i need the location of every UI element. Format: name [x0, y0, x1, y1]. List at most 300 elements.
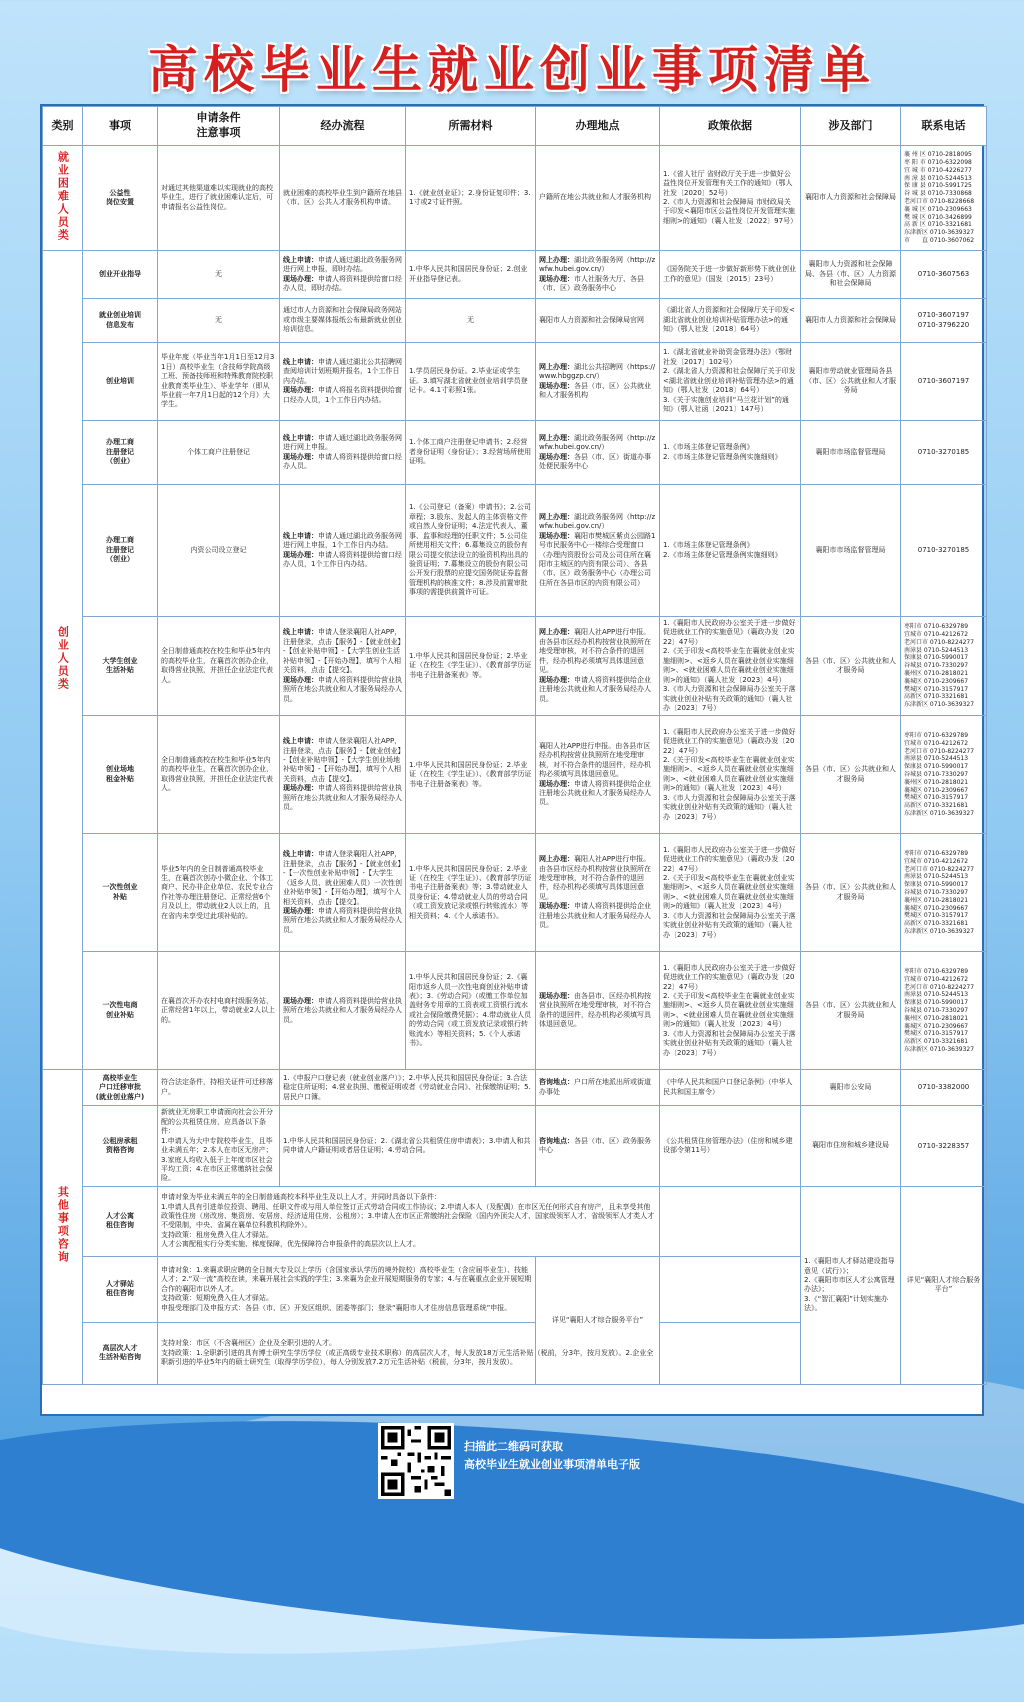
county-phone: 樊城区 0710-3157917 — [904, 1030, 969, 1038]
phone-text: 0710-3228357 — [917, 1141, 970, 1150]
col-header-conditions: 申请条件 注意事项 — [158, 107, 280, 146]
item-cell — [83, 421, 158, 485]
item-name: 公益性 岗位安置 — [106, 188, 134, 206]
process-online — [283, 434, 402, 453]
policy-text: 1.《市场主体登记管理条例》 2.《市场主体登记管理条例实施细则》 — [663, 541, 782, 559]
location-onsite-label: 现场办理： — [539, 452, 574, 461]
county-phone: 高新区 0710-3321681 — [904, 693, 969, 701]
process-online — [283, 628, 402, 675]
materials-text: 1.学员居民身份证。2.毕业证或学生证。3.填写湖北省就业创业培训学员登记卡。4.1寸彩照1张。 — [409, 367, 528, 395]
location-online — [539, 256, 656, 275]
policy-text: 《中华人民共和国户口登记条例》（中华人民共和国主席令） — [663, 1078, 793, 1096]
county-phone: 东津新区 0710-3639327 — [904, 809, 975, 817]
location-onsite — [539, 453, 656, 472]
phone-cell — [901, 343, 987, 421]
conditions-cell — [158, 299, 280, 343]
table-row — [43, 1186, 987, 1256]
location-online-label: 网上办理： — [539, 255, 574, 264]
location-onsite-label: 现场办理： — [539, 381, 574, 390]
location-onsite-label: 现场办理： — [539, 992, 574, 1000]
department-text: 襄阳市人力资源和社会保障局 — [805, 315, 896, 324]
county-phone: 老河口市 0710-8224277 — [904, 638, 975, 646]
item-cell — [83, 716, 158, 834]
county-phone: 高新区 0710-3321681 — [904, 1038, 969, 1046]
location-cell — [536, 485, 660, 617]
conditions-text: 毕业年度（毕业当年1月1日至12月31日）高校毕业生（含技师学院高级工班、预备技师班和特殊教育院校职业教育类毕业生）、毕业学年（即从毕业前一年7月1日起的12个月）大学生。 — [161, 353, 275, 409]
table-row — [43, 716, 987, 834]
county-phone: 东津新区 0710-3639327 — [904, 1045, 975, 1053]
policy-cell — [660, 952, 801, 1070]
col-header-category: 类别 — [43, 107, 83, 146]
county-phone: 东津新区 0710-3639327 — [904, 701, 975, 709]
header-row — [43, 107, 987, 146]
materials-cell — [406, 146, 536, 251]
policy-text: 《公共租赁住房管理办法》（住房和城乡建设部令第11号） — [663, 1136, 793, 1155]
phone-text: 0710-3270185 — [917, 447, 970, 456]
materials-text: 1.中华人民共和国居民身份证；2.毕业证（在校生《学生证》）、《教育部学历证书电子注册备案表》等。 — [409, 652, 532, 679]
table-row — [43, 834, 987, 952]
materials-text: 1.《申报户口登记表（就业创业落户）》；2.中华人民共和国居民身份证；3.合法稳定住所证明；4.营业执照、缴税证明或者《劳动就业合同》、社保缴纳证明；5.居民户口簿。 — [283, 1073, 531, 1101]
location-onsite-text: 各县（市、区）街道办事处便民服务中心 — [539, 452, 651, 470]
location-cell — [536, 146, 660, 251]
process-cell — [280, 146, 406, 251]
process-online — [283, 256, 402, 275]
process-onsite-text: 申请人将资料提供给营业执照所在地公共就业和人才服务局经办人员。 — [283, 784, 402, 812]
phone-cell — [901, 716, 987, 834]
county-phone: 高新区 0710-3321681 — [904, 920, 969, 928]
phone-cell — [901, 1070, 987, 1106]
materials-cell — [406, 617, 536, 716]
item-cell — [83, 343, 158, 421]
location-onsite — [539, 992, 656, 1030]
policy-cell — [660, 485, 801, 617]
location-online — [539, 628, 656, 675]
materials-text: 1.中华人民共和国居民身份证；2.创业开业指导登记表。 — [409, 265, 528, 283]
page-title: 高校毕业生就业创业事项清单 — [148, 41, 876, 99]
process-onsite-text: 申请人将资料提供给营业执照所在地公共就业和人才服务局经办人员。 — [283, 907, 402, 934]
item-name: 人才公寓 租住咨询 — [106, 1211, 134, 1230]
department-text: 襄阳市劳动就业管理局各县（市、区）公共就业和人才服务局 — [805, 367, 896, 395]
county-phone: 保康县 0710-5990017 — [904, 999, 969, 1007]
item-cell — [83, 1106, 158, 1187]
county-phone: 枣 阳 市 0710-6322098 — [904, 159, 972, 167]
conditions-cell — [158, 251, 280, 299]
table-row — [43, 146, 987, 251]
department-cell — [801, 1070, 901, 1106]
process-cell — [280, 343, 406, 421]
materials-text: 1.《公司登记（备案）申请书》；2.公司章程；3.股东、发起人的主体资格文件或自然人身份证明；4.法定代表人、董事、监事和经理的任职文件；5.公司住所使用相关文件；6.募集设立的股份有限公司提交依法设立的验资机构出具的验资证明；7.募集设立的股份有限公司公开发行股票的应提交国务院证券监督管理机构的核准文件；8.涉及前置审批事项的需提供前置许可证。 — [409, 503, 531, 597]
item-cell — [83, 834, 158, 952]
col-header-location: 办理地点 — [536, 107, 660, 146]
county-phone: 南 漳 县 0710-5244513 — [904, 174, 972, 182]
process-onsite-label: 现场办理： — [283, 675, 318, 684]
policy-cell — [660, 1070, 801, 1106]
location-cell — [536, 716, 660, 834]
category-label: 创业人员类 — [56, 625, 70, 691]
location-onsite-text: 由各县市、区经办机构按营业执照所在地受理审核，对不符合条件的退回件，经办机构必须填写具体退回意见。 — [539, 992, 651, 1029]
table-row — [43, 617, 987, 716]
qr-code — [378, 1423, 454, 1499]
process-onsite — [283, 453, 402, 472]
materials-text: 1.中华人民共和国居民身份证；2.《湖北省公共租赁住房申请表》；3.申请人和共同申请人户籍证明或者居住证明；4.劳动合同。 — [283, 1136, 531, 1155]
county-phone: 保 康 县 0710-5991725 — [904, 182, 972, 190]
process-cell — [280, 834, 406, 952]
conditions-cell — [158, 952, 280, 1070]
policy-cell — [660, 299, 801, 343]
conditions-text: 对通过其他渠道难以实现就业的高校毕业生，进行了就业困难认定后，可申请报名公益性岗位。 — [161, 183, 273, 211]
county-phone: 襄 州 区 0710-2818095 — [904, 151, 972, 159]
process-onsite — [283, 386, 402, 405]
col-header-item: 事项 — [83, 107, 158, 146]
item-name: 大学生创业 生活补贴 — [102, 656, 138, 675]
location-onsite — [539, 532, 656, 589]
department-cell — [801, 251, 901, 299]
policy-text: 1.《湖北省就业补助资金管理办法》（鄂财社发〔2017〕102号） 2.《湖北省人力资源和社会保障厅关于印发<湖北省就业创业培训补贴管理办法>的通知》（鄂人社发〔2018〕64号） 3.《关于实施创业培训“马兰花计划”的通知》（鄂人社函〔2021〕147号） — [663, 348, 796, 414]
county-phone: 枣阳市 0710-6329789 — [904, 967, 969, 975]
county-phone: 樊城区 0710-3157917 — [904, 912, 969, 920]
process-online — [283, 737, 402, 784]
county-phone: 襄州区 0710-2818021 — [904, 670, 969, 678]
conditions-text: 全日制普通高校在校生和毕业5年内的高校毕业生，在襄首次创办企业，取得营业执照，并担任企业法定代表人。 — [161, 647, 273, 684]
conditions-text: 符合法定条件，持相关证件可迁移落户。 — [161, 1078, 273, 1096]
item-name: 办理工商 注册登记 （创业） — [106, 438, 134, 466]
process-online-text: 申请人登录襄阳人社APP，注册登录，点击【服务】-【就业创业】-【创业补贴申领】-【大学生创业生活补贴申领】-【开始办理】，填写个人相关资料，点击【提交】。 — [283, 628, 402, 675]
policy-cell — [660, 343, 801, 421]
location-onsite-text: 市人社服务大厅、各县（市、区）政务服务中心 — [539, 274, 644, 292]
location-cell — [536, 1070, 660, 1106]
policy-text: 1.《襄阳市人民政府办公室关于进一步做好促进就业工作的实施意见》（襄政办发〔2022〕47号） 2.《关于印发<高校毕业生在襄就业创业实施细则>、<返乡人员在襄就业创业实施细则>、<就业困难人员在襄就业创业实施细则>的通知》（襄人社发〔2023〕4号） 3.《市人力资源和社会保障局办公室关于落实就业创业补贴有关政策的通知》（襄人社办〔2023〕7号） — [663, 845, 796, 939]
process-online-text: 申请人通过湖北政务服务网进行网上申报，即时办结。 — [283, 255, 402, 274]
county-phone: 樊城区 0710-3157917 — [904, 794, 969, 802]
process-onsite-text: 申请人将资料提供给窗口经办人员，1个工作日内办结。 — [283, 550, 402, 568]
process-online-label: 线上申请： — [283, 850, 318, 859]
table-row — [43, 343, 987, 421]
county-phone: 高新区 0710-3321681 — [904, 802, 969, 810]
department-cell — [801, 617, 901, 716]
item-name: 高层次人才 生活补贴咨询 — [99, 1343, 141, 1362]
conditions-text: 个体工商户注册登记 — [187, 447, 250, 456]
item-cell — [83, 617, 158, 716]
materials-cell — [406, 952, 536, 1070]
county-phone: 枣阳市 0710-6329789 — [904, 731, 969, 739]
county-phone: 东津新区 0710-3639327 — [904, 927, 975, 935]
county-phone: 枣阳市 0710-6329789 — [904, 623, 969, 631]
process-onsite — [283, 676, 402, 704]
conditions-cell — [158, 716, 280, 834]
county-phone: 老河口市 0710-8224277 — [904, 983, 975, 991]
item-cell — [83, 1070, 158, 1106]
conditions-text: 无 — [215, 315, 222, 324]
conditions-cell — [158, 421, 280, 485]
item-cell — [83, 485, 158, 617]
conditions-cell — [158, 485, 280, 617]
county-phone: 谷 城 县 0710-7330868 — [904, 190, 972, 198]
table-row — [43, 299, 987, 343]
process-onsite-label: 现场办理： — [283, 907, 318, 916]
location-onsite-text: 申请人将资料提供给企业注册地公共就业和人才服务局经办人员。 — [539, 779, 651, 807]
process-onsite — [283, 997, 402, 1025]
materials-cell — [280, 1070, 536, 1106]
location-cell — [536, 343, 660, 421]
county-phone: 襄州区 0710-2818021 — [904, 1014, 969, 1022]
location-online-text: 襄阳人社APP进行申报。由各县市区经办机构按营业执照所在地受理审核，对不符合条件的退回件，经办机构必须填写具体退回意见。 — [539, 855, 651, 901]
materials-cell — [406, 299, 536, 343]
process-onsite-text: 申请人将资料提供给营业执照所在地公共就业和人才服务局经办人员。 — [283, 996, 402, 1024]
department-text: 襄阳市公安局 — [829, 1083, 872, 1092]
location-onsite — [539, 780, 656, 808]
materials-text: 1.中华人民共和国居民身份证；2.毕业证（在校生《学生证》）、《教育部学历证书电子注册备案表》等；3.带动就业人员身份证；4.带动就业人员的劳动合同（或工资发放记录或银行转账流水）等相关资料；4.《个人承诺书》。 — [409, 864, 532, 920]
materials-text: 1.个体工商户注册登记申请书；2.经营者身份证明（身份证）；3.经营场所使用证明。 — [409, 438, 532, 466]
county-phone: 谷城县 0710-7330297 — [904, 662, 969, 670]
policy-cell — [660, 617, 801, 716]
item-name: 人才驿站 租住咨询 — [106, 1279, 134, 1298]
county-phone: 宜城市 0710-4212672 — [904, 975, 969, 983]
location-onsite — [539, 902, 656, 930]
col-header-process: 经办流程 — [280, 107, 406, 146]
policy-cell — [660, 1106, 801, 1187]
location-onsite — [539, 676, 656, 704]
process-onsite-text: 申请人将报名资料提供给窗口经办人员，1个工作日内办结。 — [283, 386, 402, 404]
process-online — [283, 850, 402, 907]
table-row — [43, 251, 987, 299]
conditions-text: 无 — [215, 269, 222, 278]
location-online-text: 湖北政务服务网（http://zwfw.hubei.gov.cn/） — [539, 512, 656, 531]
location-onsite — [539, 275, 656, 294]
location-onsite-label: 现场办理： — [539, 531, 574, 540]
process-online-text: 申请人登录襄阳人社APP，注册登录，点击【服务】-【就业创业】-【创业补贴申领】-【大学生创业场地补贴申领】-【开始办理】，填写个人相关资料，点击【提交】。 — [283, 737, 402, 783]
policy-text: 1.《襄阳市人民政府办公室关于进一步做好促进就业工作的实施意见》（襄政办发〔2022〕47号） 2.《关于印发<高校毕业生在襄就业创业实施细则>、<返乡人员在襄就业创业实施细则>、<就业困难人员在襄就业创业实施细则>的通知》（襄人社发〔2023〕4号） 3.《市人力资源和社会保障局办公室关于落实就业创业补贴有关政策的通知》（襄人社办〔2023〕7号） — [663, 963, 796, 1057]
location-online — [539, 363, 656, 382]
process-cell — [280, 716, 406, 834]
department-text: 各县（市、区）公共就业和人才服务局 — [805, 883, 896, 901]
conditions-text: 在襄首次开办农村电商村级服务站，正常经营1年以上，带动就业2人以上的。 — [161, 996, 275, 1024]
county-phone: 保康县 0710-5990017 — [904, 654, 969, 662]
table-row — [43, 952, 987, 1070]
county-phone: 樊城区 0710-3157917 — [904, 685, 969, 693]
county-phone: 襄城区 0710-2309667 — [904, 904, 969, 912]
col-header-materials: 所需材料 — [406, 107, 536, 146]
department-cell — [901, 1186, 987, 1384]
conditions-cell — [158, 617, 280, 716]
conditions-cell — [158, 834, 280, 952]
department-cell — [801, 421, 901, 485]
location-online-label: 网上办理： — [539, 628, 574, 637]
process-online — [283, 532, 402, 551]
table-row — [43, 1070, 987, 1106]
process-online — [283, 358, 402, 386]
process-cell — [280, 617, 406, 716]
materials-cell — [406, 343, 536, 421]
process-online-text: 申请人登录襄阳人社APP，注册登录，点击【服务】-【就业创业】-【一次性创业补贴申领】-【大学生（返乡人员、就业困难人员）一次性创业补贴申领】-【开始办理】，填写个人相关资料，点击【提交】。 — [283, 850, 402, 906]
materials-text: 1.《就业创业证》；2.身份证复印件；3.1寸或2寸证件照。 — [409, 188, 531, 206]
phone-text: 0710-3607563 — [917, 269, 970, 278]
process-text: 通过市人力资源和社会保障局政务网站或市级主要媒体报纸公布最新就业创业培训信息。 — [283, 306, 402, 334]
process-onsite-label: 现场办理： — [283, 274, 318, 283]
item-name: 办理工商 注册登记 （创业） — [106, 536, 134, 564]
conditions-cell — [158, 1256, 536, 1322]
policy-text: 《国务院关于进一步做好新形势下就业创业工作的意见》（国发〔2015〕23号） — [663, 265, 796, 283]
county-phone: 襄州区 0710-2818021 — [904, 778, 969, 786]
conditions-text: 申请对象：1.来襄求职应聘的全日制大专及以上学历（含国家承认学历的境外院校）高校毕业生（含应届毕业生）、技能人才；2.“双一流”高校在读，来襄开展社会实践的学生；3.来襄为企业开展短期服务的专家；4.与在襄重点企业开展短期合作的襄阳市以外人才。 支持政策：短期免费入住人才驿站。 申报受理部门及申报方式：各县（市、区）开发区组织、团委等部门；登录“襄阳市人才住房信息管理系统”申报。 — [161, 1265, 532, 1312]
process-onsite — [283, 551, 402, 570]
category-cell — [43, 1070, 83, 1385]
item-cell — [83, 146, 158, 251]
location-online-label: 网上办理： — [539, 512, 574, 521]
process-text: 就业困难的高校毕业生到户籍所在地县（市、区）公共人才服务机构申请。 — [283, 188, 402, 206]
location-onsite-text: 各县（市、区）公共就业和人才服务机构 — [539, 381, 651, 399]
location-online-text: 湖北政务服务网（http://zwfw.hubei.gov.cn/） — [539, 433, 656, 452]
location-online-label: 咨询地点： — [539, 1078, 574, 1087]
location-online-text: 湖北政务服务网（http://zwfw.hubei.gov.cn/） — [539, 255, 656, 274]
department-text: 各县（市、区）公共就业和人才服务局 — [805, 656, 896, 675]
county-phone: 高 新 区 0710-3321681 — [904, 221, 972, 229]
location-online-text: 各县（市、区）政务服务中心 — [539, 1136, 651, 1155]
phone-cell — [901, 146, 987, 251]
item-cell — [83, 1322, 158, 1384]
department-text: 各县（市、区）公共就业和人才服务局 — [805, 765, 896, 783]
department-cell — [801, 834, 901, 952]
conditions-text: 新就业无房职工申请面向社会公开分配的公共租赁住房，应具备以下条件： 1.申请人为大中专院校毕业生，且毕业未满五年；2.本人在市区无房产；3.家庭人均收入低于上年度市区社会平均工资；4.在市区正常缴纳社会保险。 — [161, 1108, 273, 1183]
department-text: 各县（市、区）公共就业和人才服务局 — [805, 1001, 896, 1019]
process-onsite-label: 现场办理： — [283, 452, 318, 461]
county-phone: 东津新区 0710-3639327 — [904, 229, 975, 237]
location-online — [539, 742, 656, 780]
qr-caption-line1: 扫描此二维码可获取 — [464, 1440, 563, 1453]
process-cell — [280, 952, 406, 1070]
county-phone: 宜 城 市 0710-4226277 — [904, 166, 972, 174]
location-online — [539, 513, 656, 532]
col-header-phone: 联系电话 — [901, 107, 987, 146]
item-name: 创业场地 租金补贴 — [106, 765, 134, 783]
materials-cell — [406, 485, 536, 617]
item-name: 创业培训 — [106, 376, 134, 385]
location-onsite-label: 现场办理： — [539, 274, 574, 283]
department-cell — [801, 299, 901, 343]
phone-cell — [901, 251, 987, 299]
county-phone: 襄城区 0710-2309667 — [904, 786, 969, 794]
department-cell — [801, 1106, 901, 1187]
phone-cell — [901, 952, 987, 1070]
phone-cell — [901, 834, 987, 952]
conditions-cell — [158, 343, 280, 421]
phone-cell — [901, 617, 987, 716]
phone-cell — [901, 1106, 987, 1187]
process-online-label: 线上申请： — [283, 433, 318, 442]
department-cell — [801, 146, 901, 251]
item-name: 就业创业培训 信息发布 — [99, 311, 141, 329]
process-onsite-label: 现场办理： — [283, 784, 318, 793]
location-online-text: 户口所在地派出所或街道办事处 — [539, 1078, 651, 1096]
location-online-label: 网上办理： — [539, 433, 574, 442]
policy-text: 1.《襄阳市人民政府办公室关于进一步做好促进就业工作的实施意见》（襄政办发〔2022〕47号） 2.《关于印发<高校毕业生在襄就业创业实施细则>、<返乡人员在襄就业创业实施细则>、<就业困难人员在襄就业创业实施细则>的通知》（襄人社发〔2023〕4号） 3.《市人力资源和社会保障局办公室关于落实就业创业补贴有关政策的通知》（襄人社办〔2023〕7号） — [663, 727, 796, 821]
location-cell — [536, 1106, 660, 1187]
department-cell — [801, 485, 901, 617]
location-online-text: 湖北公共招聘网（https://www.hbggzp.cn/） — [539, 362, 656, 381]
materials-cell — [406, 251, 536, 299]
county-phone: 襄城区 0710-2309667 — [904, 677, 969, 685]
county-phone: 南漳县 0710-5244513 — [904, 755, 969, 763]
conditions-text: 支持对象：市区（不含襄州区）企业及全职引进的人才。 支持政策：1.全职新引进的具有博士研究生学历学位（或正高级专业技术职称）的高层次人才，每人发放18万元生活补贴（税前，分3年，按月发放）。2.企业全职新引进的毕业5年内的硕士研究生（取得学历学位），每人分别发放7.2万元生活补贴（税前，分3年，按月发放）。 — [161, 1339, 654, 1367]
location-onsite-label: 现场办理： — [539, 779, 574, 788]
location-cell — [536, 421, 660, 485]
policy-text: 1.《襄阳市人民政府办公室关于进一步做好促进就业工作的实施意见》（襄政办发〔2022〕47号） 2.《关于印发<高校毕业生在襄就业创业实施细则>、<返乡人员在襄就业创业实施细则>、<就业困难人员在襄就业创业实施细则>的通知》（襄人社发〔2023〕4号） 3.《市人力资源和社会保障局办公室关于落实就业创业补贴有关政策的通知》（襄人社办〔2023〕7号） — [663, 619, 796, 712]
county-phone: 南漳县 0710-5244513 — [904, 873, 969, 881]
county-phone: 老河口市 0710-8228668 — [904, 198, 975, 205]
location-cell — [536, 952, 660, 1070]
county-phone: 襄城区 0710-2309667 — [904, 1022, 969, 1030]
materials-cell — [406, 716, 536, 834]
item-cell — [83, 299, 158, 343]
location-online — [539, 434, 656, 453]
process-online-label: 线上申请： — [283, 357, 318, 366]
item-name: 创业开业指导 — [99, 269, 141, 278]
process-onsite-text: 申请人将资料提供给窗口经办人员，即时办结。 — [283, 274, 402, 292]
location-onsite-text: 申请人将资料提供给企业注册地公共就业和人才服务局经办人员。 — [539, 675, 651, 703]
materials-cell — [406, 421, 536, 485]
department-cell — [801, 343, 901, 421]
item-cell — [83, 1186, 158, 1256]
location-cell — [536, 299, 660, 343]
county-phone: 南漳县 0710-5244513 — [904, 991, 969, 999]
location-online-label: 咨询地点： — [539, 1136, 574, 1145]
policy-cell — [660, 716, 801, 834]
process-onsite — [283, 907, 402, 935]
county-phone: 老河口市 0710-8224277 — [904, 865, 975, 873]
category-cell — [43, 251, 83, 1070]
process-cell — [280, 485, 406, 617]
policy-cell — [660, 251, 801, 299]
phone-text: 0710-3607197 — [917, 376, 970, 385]
main-table-panel — [40, 104, 984, 1416]
county-phone: 襄 城 区 0710-2309663 — [904, 205, 972, 213]
empty-cell — [660, 1186, 801, 1256]
county-phone: 谷城县 0710-7330297 — [904, 770, 969, 778]
department-text: 襄阳市市场监督管理局 — [815, 447, 886, 456]
conditions-cell — [158, 146, 280, 251]
item-name: 一次性创业 补贴 — [102, 883, 138, 901]
location-text: 户籍所在地公共就业和人才服务机构 — [539, 193, 651, 202]
location-online — [539, 1078, 656, 1097]
county-phone: 襄州区 0710-2818021 — [904, 896, 969, 904]
phone-cell — [901, 421, 987, 485]
process-onsite-text: 申请人将资料提供给窗口经办人员。 — [283, 452, 402, 470]
process-onsite-label: 现场办理： — [283, 996, 318, 1005]
item-name: 公租房承租 资格咨询 — [102, 1136, 138, 1155]
process-onsite — [283, 784, 402, 812]
location-online-label: 网上办理： — [539, 362, 574, 371]
table-row — [43, 485, 987, 617]
category-cell — [43, 146, 83, 251]
qr-caption-line2: 高校毕业生就业创业事项清单电子版 — [464, 1458, 640, 1471]
process-cell — [280, 299, 406, 343]
process-onsite — [283, 275, 402, 294]
process-cell — [280, 251, 406, 299]
conditions-text: 内资公司设立登记 — [190, 545, 247, 554]
location-onsite-text: 申请人将资料提供给企业注册地公共就业和人才服务局经办人员。 — [539, 902, 651, 930]
col-header-department: 涉及部门 — [801, 107, 901, 146]
department-text: 详见“襄阳人才综合服务平台” — [906, 1275, 981, 1294]
county-phone: 宜城市 0710-4212672 — [904, 739, 969, 747]
policy-cell — [660, 834, 801, 952]
category-label: 就业困难人员类 — [56, 150, 70, 242]
process-online-text: 申请人通过湖北政务服务网进行网上申报，1个工作日内办结。 — [283, 531, 402, 550]
process-online-text: 申请人通过湖北政务服务网进行网上申报。 — [283, 433, 402, 452]
empty-cell — [660, 1322, 801, 1384]
process-online-label: 线上申请： — [283, 255, 318, 264]
location-cell — [536, 617, 660, 716]
phone-text: 0710-3607197 0710-3796220 — [917, 311, 970, 329]
location-online — [539, 855, 656, 902]
